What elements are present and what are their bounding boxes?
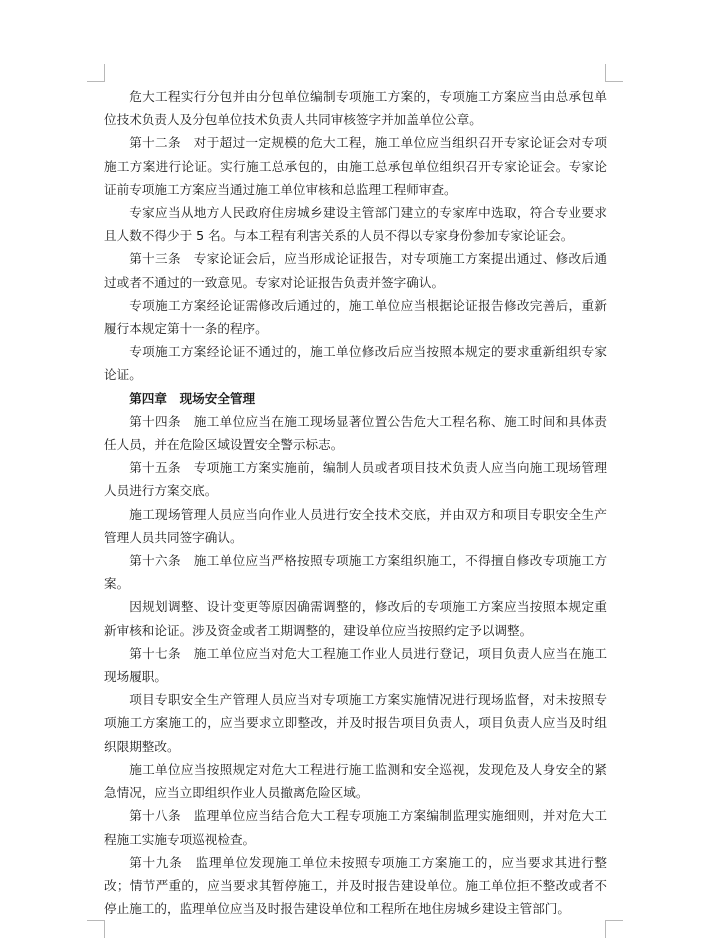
crop-mark-bottom-left (87, 920, 105, 938)
paragraph: 专项施工方案经论证需修改后通过的，施工单位应当根据论证报告修改完善后，重新履行本规定第十一条的程序。 (104, 297, 607, 337)
chapter-heading: 第四章 现场安全管理 (129, 390, 256, 406)
paragraph: 危大工程实行分包并由分包单位编制专项施工方案的，专项施工方案应当由总承包单位技术负责人及分包单位技术负责人共同审核签字并加盖单位公章。 (104, 89, 607, 128)
article-12: 第十二条 对于超过一定规模的危大工程，施工单位应当组织召开专家论证会对专项施工方案进行论证。实行施工总承包的，由施工总承包单位组织召开专家论证会。专家论证前专项施工方案应当通过施工单位审核和总监理工程师审查。 (104, 135, 607, 197)
article-13: 第十三条 专家论证会后，应当形成论证报告，对专项施工方案提出通过、修改后通过或者不通过的一致意见。专家对论证报告负责并签字确认。 (104, 251, 607, 290)
document-body (104, 85, 607, 920)
article-19: 第十九条 监理单位发现施工单位未按照专项施工方案施工的，应当要求其进行整改；情节严重的，应当要求其暂停施工，并及时报告建设单位。施工单位拒不整改或者不停止施工的，监理单位应当及时报告建设单位和工程所在地住房城乡建设主管部门。 (104, 854, 607, 917)
article-17: 第十七条 施工单位应当对危大工程施工作业人员进行登记，项目负责人应当在施工现场履职。 (104, 645, 607, 685)
paragraph: 项目专职安全生产管理人员应当对专项施工方案实施情况进行现场监督，对未按照专项施工方案施工的，应当要求立即整改，并及时报告项目负责人，项目负责人应当及时组织限期整改。 (104, 692, 607, 754)
paragraph: 专项施工方案经论证不通过的，施工单位修改后应当按照本规定的要求重新组织专家论证。 (104, 344, 607, 383)
article-15: 第十五条 专项施工方案实施前，编制人员或者项目技术负责人应当向施工现场管理人员进行方案交底。 (104, 460, 607, 499)
article-14: 第十四条 施工单位应当在施工现场显著位置公告危大工程名称、施工时间和具体责任人员，并在危险区域设置安全警示标志。 (104, 413, 607, 453)
article-16: 第十六条 施工单位应当严格按照专项施工方案组织施工，不得擅自修改专项施工方案。 (104, 553, 607, 592)
article-18: 第十八条 监理单位应当结合危大工程专项施工方案编制监理实施细则，并对危大工程施工实施专项巡视检查。 (104, 808, 607, 847)
crop-mark-top-left (87, 64, 105, 82)
paragraph: 施工单位应当按照规定对危大工程进行施工监测和安全巡视，发现危及人身安全的紧急情况，应当立即组织作业人员撤离危险区域。 (104, 761, 607, 801)
crop-mark-bottom-right (605, 920, 623, 938)
crop-mark-top-right (605, 64, 623, 82)
paragraph: 施工现场管理人员应当向作业人员进行安全技术交底，并由双方和项目专职安全生产管理人员共同签字确认。 (104, 506, 607, 545)
paragraph: 专家应当从地方人民政府住房城乡建设主管部门建立的专家库中选取，符合专业要求且人数不得少于 5 名。与本工程有利害关系的人员不得以专家身份参加专家论证会。 (104, 205, 607, 244)
paragraph: 因规划调整、设计变更等原因确需调整的，修改后的专项施工方案应当按照本规定重新审核和论证。涉及资金或者工期调整的，建设单位应当按照约定予以调整。 (104, 599, 607, 638)
